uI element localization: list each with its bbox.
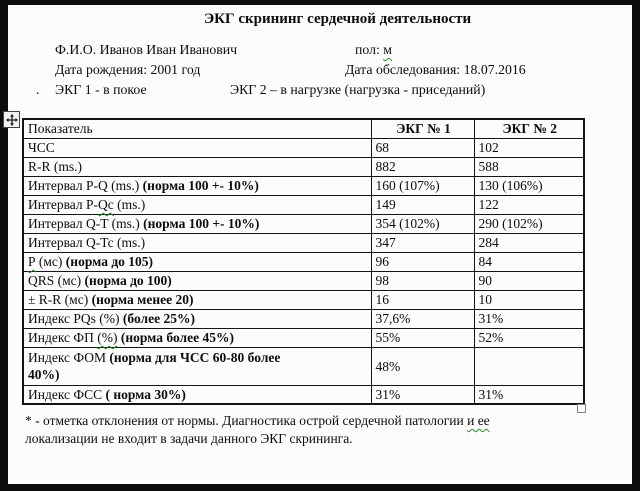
cell-ecg1[interactable]: 48% <box>371 347 474 385</box>
row-label[interactable]: ЧСС <box>23 138 371 157</box>
row-label[interactable]: QRS (мс) (норма до 100) <box>23 271 371 290</box>
table-row <box>23 176 584 195</box>
ecg1-label[interactable]: ЭКГ 1 - в покое <box>55 82 147 97</box>
cell-ecg1[interactable]: 37,6% <box>371 309 474 328</box>
cell-ecg1[interactable]: 31% <box>371 385 474 404</box>
birth-date-line[interactable]: Дата рождения: 2001 год <box>55 62 201 77</box>
cell-ecg2[interactable]: 31% <box>474 385 584 404</box>
document-page[interactable] <box>8 5 632 484</box>
page-title: ЭКГ скрининг сердечной деятельности <box>204 11 472 27</box>
ecg2-label[interactable]: ЭКГ 2 – в нагрузке (нагрузка - приседаний) <box>230 82 486 97</box>
cell-ecg1[interactable]: 354 (102%) <box>371 214 474 233</box>
row-label[interactable]: Интервал Q-Tc (ms.) <box>23 233 371 252</box>
row-label[interactable]: ± R-R (мс) (норма менее 20) <box>23 290 371 309</box>
four-way-arrow-icon <box>6 114 18 126</box>
exam-date-line[interactable]: Дата обследования: 18.07.2016 <box>345 62 526 77</box>
sex-line[interactable] <box>355 42 392 58</box>
table-row <box>23 347 584 385</box>
table-resize-handle[interactable] <box>577 404 586 413</box>
cell-ecg1[interactable]: 96 <box>371 252 474 271</box>
footnote-line2[interactable]: локализации не входит в задачи данного ЭКГ скрининга. <box>25 431 353 446</box>
column-header-ecg1[interactable]: ЭКГ № 1 <box>371 119 474 138</box>
row-label[interactable]: Индекс ФОМ (норма для ЧСС 60-80 более 40%) <box>23 347 371 385</box>
table-row <box>23 157 584 176</box>
row-label[interactable]: Индекс PQs (%) (более 25%) <box>23 309 371 328</box>
stray-dot: . <box>36 82 40 97</box>
cell-ecg2[interactable]: 10 <box>474 290 584 309</box>
ecg-table <box>22 118 585 405</box>
row-label[interactable]: Индекс ФСС ( норма 30%) <box>23 385 371 404</box>
patient-name[interactable]: Ф.И.О. Иванов Иван Иванович <box>55 42 238 57</box>
column-header-indicator[interactable]: Показатель <box>23 119 371 138</box>
cell-ecg1[interactable]: 16 <box>371 290 474 309</box>
table-row <box>23 233 584 252</box>
cell-ecg2[interactable]: 84 <box>474 252 584 271</box>
table-row <box>23 290 584 309</box>
cell-ecg2[interactable]: 122 <box>474 195 584 214</box>
table-row <box>23 385 584 404</box>
table-row <box>23 214 584 233</box>
cell-ecg1[interactable]: 68 <box>371 138 474 157</box>
cell-ecg1[interactable]: 55% <box>371 328 474 347</box>
sex-label: пол: <box>355 42 384 57</box>
table-row <box>23 195 584 214</box>
row-label[interactable]: Интервал P-Q (ms.) (норма 100 +- 10%) <box>23 176 371 195</box>
cell-ecg1[interactable]: 98 <box>371 271 474 290</box>
table-row <box>23 271 584 290</box>
row-label[interactable]: R-R (ms.) <box>23 157 371 176</box>
footnote-line1[interactable]: * - отметка отклонения от нормы. Диагностика острой сердечной патологии и ее <box>25 413 490 428</box>
cell-ecg1[interactable]: 160 (107%) <box>371 176 474 195</box>
cell-ecg1[interactable]: 149 <box>371 195 474 214</box>
column-header-ecg2[interactable]: ЭКГ № 2 <box>474 119 584 138</box>
table-row <box>23 138 584 157</box>
cell-ecg1[interactable]: 882 <box>371 157 474 176</box>
sex-value: м <box>383 42 393 57</box>
cell-ecg2[interactable] <box>474 347 584 385</box>
table-row <box>23 309 584 328</box>
cell-ecg2[interactable]: 90 <box>474 271 584 290</box>
cell-ecg1[interactable]: 347 <box>371 233 474 252</box>
cell-ecg2[interactable]: 102 <box>474 138 584 157</box>
table-row <box>23 252 584 271</box>
cell-ecg2[interactable]: 290 (102%) <box>474 214 584 233</box>
cell-ecg2[interactable]: 31% <box>474 309 584 328</box>
table-move-handle[interactable] <box>3 111 20 128</box>
cell-ecg2[interactable]: 284 <box>474 233 584 252</box>
cell-ecg2[interactable]: 130 (106%) <box>474 176 584 195</box>
row-label[interactable]: Индекс ФП (%) (норма более 45%) <box>23 328 371 347</box>
row-label[interactable]: Интервал Q-T (ms.) (норма 100 +- 10%) <box>23 214 371 233</box>
row-label[interactable]: Р (мс) (норма до 105) <box>23 252 371 271</box>
cell-ecg2[interactable]: 588 <box>474 157 584 176</box>
cell-ecg2[interactable]: 52% <box>474 328 584 347</box>
row-label[interactable]: Интервал P-Qc (ms.) <box>23 195 371 214</box>
table-header-row <box>23 119 584 138</box>
table-row <box>23 328 584 347</box>
